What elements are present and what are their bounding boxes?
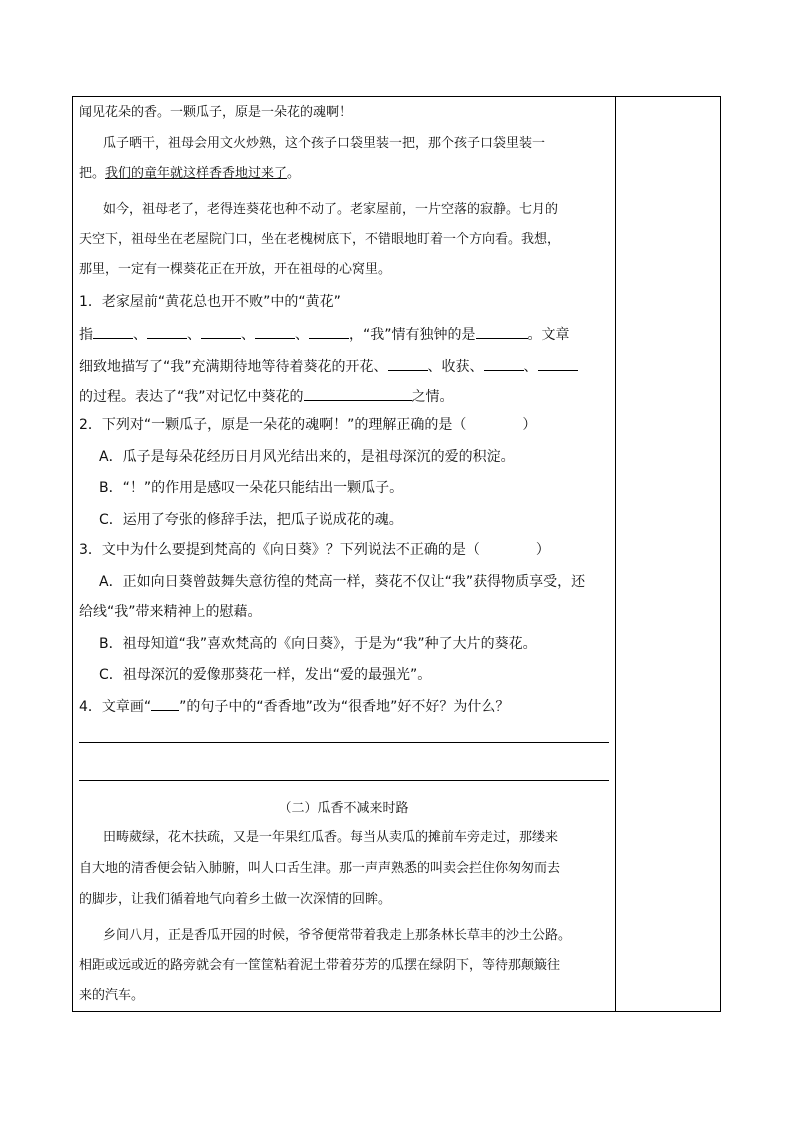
q4-stem-prefix: 4．文章画“ [79, 699, 152, 715]
q4-stem [79, 696, 609, 717]
worksheet-table [72, 96, 721, 1012]
passage1-line1: 闻见花朵的香。一颗瓜子，原是一朵花的魂啊！ [79, 105, 353, 120]
passage1-line2: 瓜子晒干，祖母会用文火炒熟，这个孩子口袋里装一把，那个孩子口袋里装一 [103, 136, 546, 151]
separator: 、 [295, 327, 309, 343]
passage1-line3-suffix: 。 [287, 166, 301, 181]
passage1-line6: 那里，一定有一棵葵花正在开放，开在祖母的心窝里。 [79, 262, 392, 277]
passage1-line5: 天空下，祖母坐在老屋院门口，坐在老槐树底下，不错眼地盯着一个方向看。我想， [79, 232, 561, 247]
q1-line3-text: 细致地描写了“我”充满期待地等待着葵花的开花、 [79, 359, 388, 375]
separator: 、 [133, 327, 147, 343]
answer-line-1[interactable] [79, 742, 609, 743]
q1-line4 [79, 386, 609, 407]
passage2-title: （二）瓜香不减来时路 [278, 801, 409, 816]
q3-stem: 3．文中为什么要提到梵高的《向日葵》？下列说法不正确的是（ ） [79, 542, 550, 558]
q3-option-a-cont: 给线“我”带来精神上的慰藉。 [79, 604, 262, 620]
q3-option-b[interactable]: B．祖母知道“我”喜欢梵高的《向日葵》，于是为“我”种了大片的葵花。 [99, 636, 537, 652]
q2-option-c[interactable]: C．运用了夸张的修辞手法，把瓜子说成花的魂。 [99, 512, 403, 528]
passage1-line4: 如今，祖母老了，老得连葵花也种不动了。老家屋前，一片空落的寂静。七月的 [103, 202, 559, 217]
answer-blank-8[interactable] [484, 356, 524, 371]
answer-line-2[interactable] [79, 780, 609, 781]
q1-prefix: 指 [79, 327, 93, 343]
separator: 、 [241, 327, 255, 343]
answer-blank-9[interactable] [538, 356, 578, 371]
passage2-p2-line3: 来的汽车。 [79, 988, 145, 1003]
q2-option-b[interactable]: B．“！”的作用是感叹一朵花只能结出一颗瓜子。 [99, 480, 404, 496]
q2-option-a[interactable]: A．瓜子是每朵花经历日月风光结出来的，是祖母深沉的爱的积淀。 [99, 449, 515, 465]
q3-option-a[interactable]: A．正如向日葵曾鼓舞失意彷徨的梵高一样，葵花不仅让“我”获得物质享受，还 [99, 574, 586, 590]
q4-stem-suffix: ”的句子中的“香香地”改为“很香地”好不好？为什么？ [179, 699, 510, 715]
answer-blank-6[interactable] [476, 324, 528, 339]
main-column [73, 97, 614, 1011]
q1-line2 [79, 324, 609, 345]
answer-blank-3[interactable] [201, 324, 241, 339]
passage2-p1-line2: 自大地的清香便会钻入肺腑，叫人口舌生津。那一声声熟悉的叫卖会拦住你匆匆而去 [79, 861, 561, 876]
q1-mid: ，“我”情有独钟的是 [349, 327, 476, 343]
answer-blank-1[interactable] [93, 324, 133, 339]
q1-line3-mid: 、收获、 [427, 359, 484, 375]
q1-stem: 1．老家屋前“黄花总也开不败”中的“黄花” [79, 294, 341, 310]
q2-stem: 2．下列对“一颗瓜子，原是一朵花的魂啊！”的理解正确的是（ ） [79, 417, 537, 433]
q3-option-c[interactable]: C．祖母深沉的爱像那葵花一样，发出“爱的最强光”。 [99, 667, 432, 683]
passage2-p1-line1: 田畴葳绿，花木扶疏，又是一年果红瓜香。每当从卖瓜的摊前车旁走过，那缕来 [103, 830, 559, 845]
answer-blank-10[interactable] [304, 386, 412, 401]
passage1-line3 [79, 164, 609, 184]
q1-line4-end: 之情。 [411, 389, 454, 405]
passage2-p1-line3: 的脚步，让我们循着地气向着乡土做一次深情的回眸。 [79, 892, 392, 907]
notes-column [616, 97, 720, 1011]
passage2-p2-line2: 相距或远或近的路旁就会有一筐筐粘着泥土带着芬芳的瓜摆在绿阴下，等待那颠簸往 [79, 958, 561, 973]
answer-blank-2[interactable] [147, 324, 187, 339]
passage2-p2-line1: 乡间八月，正是香瓜开园的时候，爷爷便常带着我走上那条林长草丰的沙土公路。 [103, 928, 572, 943]
answer-blank-7[interactable] [388, 356, 428, 371]
passage1-line3-prefix: 把。 [79, 166, 106, 181]
answer-blank-5[interactable] [309, 324, 349, 339]
underlined-sentence: 我们的童年就这样香香地过来了 [105, 166, 288, 181]
separator: 、 [187, 327, 201, 343]
q1-end: 。文章 [527, 327, 570, 343]
separator: 、 [523, 359, 538, 375]
q1-line3 [79, 356, 609, 377]
q1-line4-text: 的过程。表达了“我”对记忆中葵花的 [79, 389, 304, 405]
underline-sample [151, 696, 179, 711]
answer-blank-4[interactable] [255, 324, 295, 339]
